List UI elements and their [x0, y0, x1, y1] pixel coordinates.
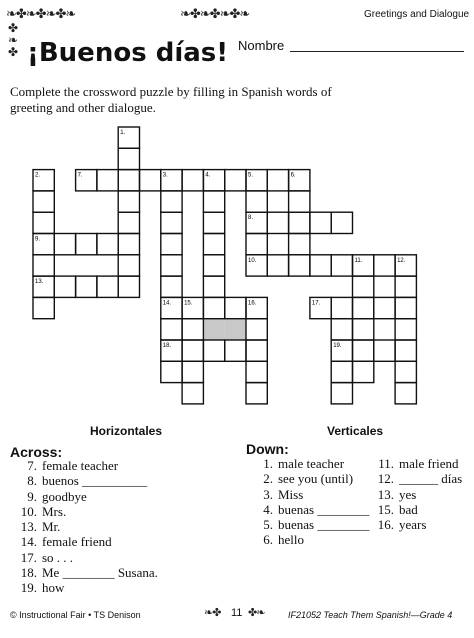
crossword-cell[interactable] — [395, 319, 416, 340]
clue-number: 19. — [20, 580, 37, 596]
footer-publication: IF21052 Teach Them Spanish!—Grade 4 — [288, 610, 453, 620]
crossword-cell[interactable] — [395, 361, 416, 382]
clue-item — [376, 471, 462, 486]
crossword-cell[interactable] — [246, 191, 267, 212]
crossword-cell[interactable] — [97, 234, 118, 255]
crossword-cell[interactable] — [161, 361, 182, 382]
clue-number: 7. — [27, 458, 37, 473]
crossword-cell[interactable] — [54, 276, 75, 297]
crossword-cell[interactable] — [289, 212, 310, 233]
clue-text: buenos __________ — [42, 473, 148, 489]
crossword-cell[interactable] — [182, 383, 203, 404]
clue-number-label: 2. — [35, 172, 41, 179]
crossword-cell[interactable] — [353, 361, 374, 382]
crossword-cell[interactable] — [374, 297, 395, 318]
clue-number-label: 9. — [35, 236, 41, 243]
clue-number-label: 15. — [184, 300, 193, 307]
clue-item — [376, 456, 462, 471]
crossword-cell[interactable] — [33, 191, 54, 212]
clue-number-label: 11. — [354, 257, 363, 264]
clue-item — [255, 517, 369, 532]
clue-number-label: 4. — [205, 172, 211, 179]
crossword-cell[interactable] — [161, 319, 182, 340]
crossword-cell[interactable] — [267, 212, 288, 233]
clue-text: female friend — [42, 534, 112, 550]
clue-text: male friend — [399, 456, 459, 471]
crossword-cell[interactable] — [267, 255, 288, 276]
crossword-cell[interactable] — [54, 234, 75, 255]
clue-text: so . . . — [42, 549, 74, 565]
crossword-cell[interactable] — [289, 234, 310, 255]
crossword-cell[interactable] — [182, 319, 203, 340]
clue-text: goodbye — [42, 488, 87, 504]
page-title: ¡Buenos días! — [27, 38, 229, 68]
crossword-cell[interactable] — [331, 383, 352, 404]
crossword-cell[interactable] — [395, 276, 416, 297]
clue-number: 9. — [27, 488, 37, 504]
crossword-cell[interactable] — [331, 255, 352, 276]
clue-number-label: 14. — [162, 300, 172, 307]
crossword-cell[interactable] — [246, 340, 267, 361]
clue-item — [255, 487, 369, 502]
clue-number-label: 3. — [162, 172, 168, 179]
heading-verticales: Verticales — [327, 424, 384, 438]
crossword-cell[interactable] — [33, 255, 54, 276]
name-label: Nombre — [238, 38, 285, 53]
page-number: 11 — [231, 607, 243, 619]
clue-text: Me ________ Susana. — [42, 565, 158, 581]
clue-text: ______ días — [399, 471, 463, 487]
clue-item — [19, 580, 158, 595]
crossword-cell[interactable] — [331, 212, 352, 233]
crossword-cell[interactable] — [118, 212, 139, 233]
crossword-cell[interactable] — [118, 255, 139, 276]
crossword-cell[interactable] — [353, 297, 374, 318]
crossword-cell[interactable] — [225, 170, 246, 191]
footer-ornament-right: ✤❧ — [248, 607, 265, 619]
crossword-cell[interactable] — [118, 148, 139, 169]
clue-text: how — [42, 580, 65, 596]
crossword-cell[interactable] — [331, 297, 352, 318]
clue-text: Mrs. — [42, 503, 67, 519]
clue-item — [376, 502, 462, 517]
across-clues — [19, 458, 158, 596]
clue-number: 17. — [20, 549, 37, 565]
clue-text: yes — [399, 486, 417, 502]
clue-item — [19, 458, 158, 473]
crossword-cell[interactable] — [203, 255, 224, 276]
clue-item — [255, 471, 369, 486]
clue-number-label: 10. — [248, 257, 257, 264]
clue-text: years — [399, 517, 427, 533]
clue-number: 12. — [377, 471, 394, 487]
clue-number-label: 16. — [248, 300, 257, 307]
clue-text: Miss — [278, 486, 304, 502]
crossword-cell[interactable] — [203, 212, 224, 233]
clue-number-label: 7. — [77, 172, 83, 179]
clue-text: buenas ________ — [278, 501, 370, 517]
down-clues-right — [376, 456, 462, 532]
clue-number: 6. — [263, 532, 273, 548]
clue-item — [19, 565, 158, 580]
footer-ornament-left: ❧✤ — [204, 607, 221, 619]
ornament-side: ✤ ❧ ✤ — [8, 21, 18, 59]
clue-number: 2. — [263, 471, 273, 487]
crossword-cell[interactable] — [225, 340, 246, 361]
crossword-cell[interactable] — [203, 297, 224, 318]
clue-text: buenas ________ — [278, 517, 370, 533]
clue-number: 13. — [377, 486, 394, 502]
clue-number: 16. — [377, 517, 394, 533]
clue-item — [19, 473, 158, 488]
clue-item — [19, 534, 158, 549]
crossword-cell[interactable] — [353, 340, 374, 361]
clue-text: Mr. — [42, 519, 61, 535]
crossword-cell[interactable] — [76, 234, 97, 255]
clue-item — [19, 550, 158, 565]
clue-text: bad — [399, 501, 418, 517]
instructions: Complete the crossword puzzle by filling in Spanish words of greeting and other dialogue. — [10, 84, 332, 115]
clue-number: 5. — [263, 517, 273, 533]
shaded-cell — [225, 319, 246, 340]
clue-item — [19, 504, 158, 519]
clue-number: 1. — [263, 456, 273, 471]
clue-number-label: 13. — [35, 279, 44, 286]
crossword-cell[interactable] — [203, 276, 224, 297]
crossword-cell[interactable] — [203, 234, 224, 255]
clue-item — [255, 532, 369, 547]
clue-text: hello — [278, 532, 304, 548]
crossword-cell[interactable] — [76, 276, 97, 297]
ornament-top-left: ❧✤❧✤❧✤❧ — [6, 6, 76, 21]
crossword-cell[interactable] — [118, 191, 139, 212]
crossword-cell[interactable] — [395, 383, 416, 404]
crossword-cell[interactable] — [331, 361, 352, 382]
crossword-cell[interactable] — [331, 319, 352, 340]
crossword-cell[interactable] — [374, 340, 395, 361]
crossword-cell[interactable] — [161, 234, 182, 255]
crossword-cell[interactable] — [182, 340, 203, 361]
clue-number: 11. — [378, 456, 394, 471]
ornament-top-middle: ❧✤❧✤❧✤❧ — [180, 6, 250, 21]
crossword-cell[interactable] — [161, 191, 182, 212]
clue-number: 18. — [20, 565, 37, 581]
clue-number-label: 1. — [120, 130, 126, 136]
clue-number: 3. — [263, 486, 273, 502]
crossword-cell[interactable] — [118, 170, 139, 191]
crossword-cell[interactable] — [395, 340, 416, 361]
crossword-cell[interactable] — [182, 170, 203, 191]
clue-number-label: 8. — [248, 215, 254, 222]
crossword-cell[interactable] — [310, 255, 331, 276]
clue-number-label: 12. — [397, 257, 406, 264]
crossword-cell[interactable] — [289, 255, 310, 276]
crossword-cell[interactable] — [161, 212, 182, 233]
crossword-cell[interactable] — [289, 191, 310, 212]
clue-item — [19, 519, 158, 534]
clue-number-label: 18. — [162, 343, 172, 349]
clue-number-label: 6. — [290, 172, 296, 179]
clue-number: 14. — [20, 534, 37, 550]
crossword-cell[interactable] — [353, 319, 374, 340]
clue-number: 4. — [263, 501, 273, 517]
clue-item — [376, 487, 462, 502]
crossword-cell[interactable] — [246, 383, 267, 404]
crossword-cell[interactable] — [161, 255, 182, 276]
crossword-cell[interactable] — [353, 276, 374, 297]
crossword-cell[interactable] — [203, 191, 224, 212]
crossword-cell[interactable] — [246, 234, 267, 255]
crossword-cell[interactable] — [374, 255, 395, 276]
clue-text: see you (until) — [278, 471, 354, 487]
clue-text: male teacher — [278, 456, 345, 471]
clue-number: 10. — [20, 503, 37, 519]
clue-text: female teacher — [42, 458, 119, 473]
clue-item — [255, 502, 369, 517]
clue-number-label: 17. — [311, 300, 321, 307]
clue-number: 13. — [20, 519, 37, 535]
crossword-cell[interactable] — [310, 212, 331, 233]
footer-copyright: © Instructional Fair • TS Denison — [10, 610, 141, 620]
crossword-cell[interactable] — [97, 170, 118, 191]
crossword-cell[interactable] — [395, 297, 416, 318]
clue-number-label: 19. — [333, 343, 342, 349]
clue-item — [376, 517, 462, 532]
crossword-cell[interactable] — [97, 276, 118, 297]
clue-number-label: 5. — [248, 172, 254, 179]
clue-item — [255, 456, 369, 471]
down-label: Down: — [246, 441, 289, 457]
crossword-cell[interactable] — [267, 170, 288, 191]
clue-item — [19, 489, 158, 504]
crossword-cell[interactable] — [203, 340, 224, 361]
clue-number: 8. — [27, 473, 37, 489]
crossword-cell[interactable] — [33, 212, 54, 233]
clue-number: 15. — [377, 501, 394, 517]
crossword-cell[interactable] — [161, 276, 182, 297]
section-title: Greetings and Dialogue — [364, 9, 470, 20]
crossword-cell[interactable] — [33, 297, 54, 318]
shaded-cell — [203, 319, 224, 340]
crossword-cell[interactable] — [118, 234, 139, 255]
crossword-cell[interactable] — [246, 319, 267, 340]
down-clues-left — [255, 456, 369, 548]
crossword-cell[interactable] — [225, 297, 246, 318]
heading-horizontales: Horizontales — [90, 424, 163, 438]
crossword-cell[interactable] — [182, 361, 203, 382]
across-label: Across: — [10, 444, 63, 460]
crossword-cell[interactable] — [140, 170, 161, 191]
crossword-cell[interactable] — [118, 276, 139, 297]
crossword-cell[interactable] — [246, 361, 267, 382]
